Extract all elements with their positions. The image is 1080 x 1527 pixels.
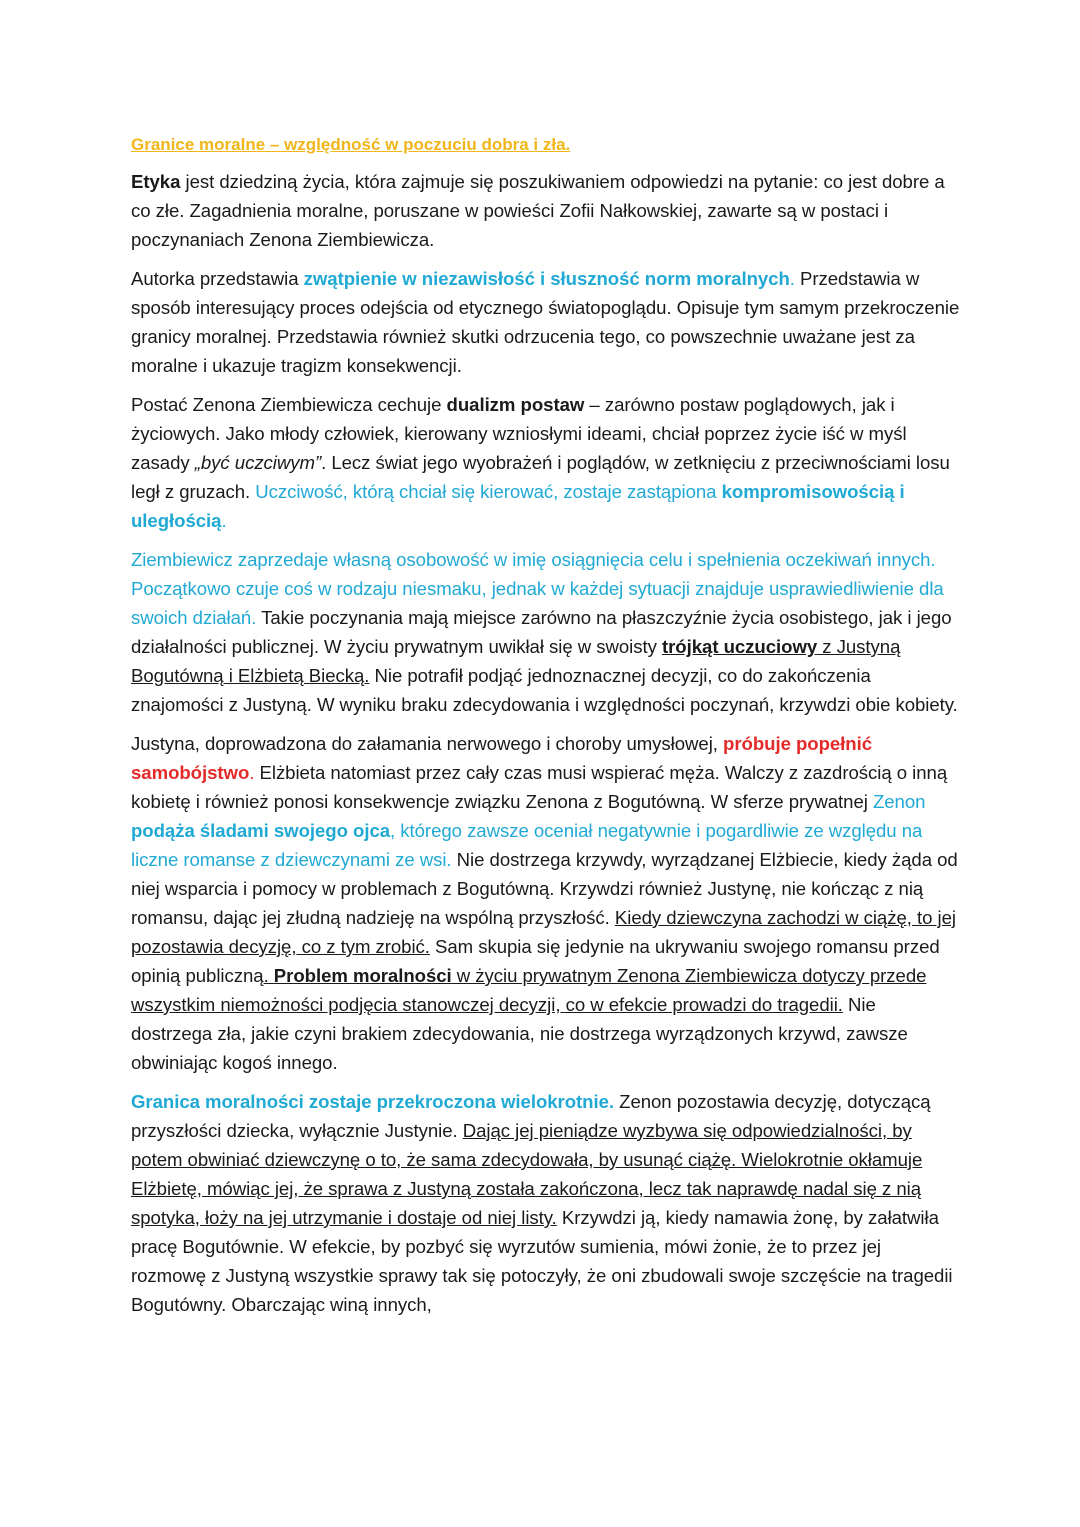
paragraph-ethics <box>131 167 960 254</box>
quote-honest: „być uczciwym” <box>194 452 322 473</box>
text-span: Nie dostrzega krzywdy, wyrządzanej Elżbiecie, kiedy żąda od niej wsparcia i pomocy w problemach z Bogutówną. Krzywdzi również Justynę, nie kończąc z nią romansu, dając jej złudną nadzieję na wspólną przyszłość. <box>131 849 958 928</box>
text-span: jest dziedziną życia, która zajmuje się poszukiwaniem odpowiedzi na pytanie: co jest dobre a co złe. Zagadnienia moralne, poruszane w powieści Zofii Nałkowskiej, zawarte są w postaci i poczynaniach Zenona Ziembiewicza. <box>131 171 945 250</box>
document-title: Granice moralne – względność w poczuciu dobra i zła. <box>131 135 571 154</box>
highlight-suicide: próbuje popełnić samobójstwo <box>131 733 873 783</box>
keyword-dualism: dualizm postaw <box>446 394 585 415</box>
text-span: Elżbieta natomiast przez cały czas musi wspierać męża. Walczy z zazdrością o inną kobietę i również ponosi konsekwencje związku Zenona z Bogutówną. W sferze prywatnej <box>131 762 948 812</box>
underlined-text: Dając jej pieniądze wyzbywa się odpowiedzialności, by potem obwiniać dziewczynę o to, że sama zdecydowała, by usunąć ciążę. Wielokrotnie okłamuje Elżbietę, mówiąc jej, że sprawa z Justyną została zakończona, lecz tak naprawdę nadal się z nią spotyka, łoży na jej utrzymanie i dostaje od niej listy. <box>131 1120 923 1228</box>
highlight-personality: Ziembiewicz zaprzedaje własną osobowość w imię osiągnięcia celu i spełnienia oczekiwań innych. Początkowo czuje coś w rodzaju niesmaku, jednak w każdej sytuacji znajduje usprawiedliwienie dla swoich działań. <box>131 549 944 628</box>
text-span: Zenon pozostawia decyzję, dotyczącą przyszłości dziecka, wyłącznie Justynie. <box>131 1091 931 1141</box>
paragraph-justyna <box>131 729 960 1077</box>
text-span: Takie poczynania mają miejsce zarówno na płaszczyźnie życia osobistego, jak i jego działalności publicznej. W życiu prywatnym uwikłał się w swoisty <box>131 607 952 657</box>
underlined-text: Kiedy dziewczyna zachodzi w ciążę, to jej pozostawia decyzję, co z tym zrobić. <box>131 907 956 957</box>
paragraph-triangle <box>131 545 960 719</box>
keyword-love-triangle: trójkąt uczuciowy <box>661 636 818 657</box>
text-span: – zarówno postaw poglądowych, jak i życiowych. Jako młody człowiek, kierowany wzniosłymi ideami, chciał poprzez życie iść w myśl zasady <box>131 394 907 473</box>
text-span: . <box>789 268 795 289</box>
text-span: Postać Zenona Ziembiewicza cechuje <box>131 394 447 415</box>
highlight-doubt: zwątpienie w niezawisłość i słuszność norm moralnych <box>303 268 790 289</box>
text-span: Krzywdzi ją, kiedy namawia żonę, by załatwiła pracę Bogutównie. W efekcie, by pozbyć się wyrzutów sumienia, mówi żonie, że to przez jej rozmowę z Justyną wszystkie sprawy tak się potoczyły, że oni zbudowali swoje szczęście na tragedii Bogutówny. Obarczając winą innych, <box>131 1207 953 1315</box>
highlight-father: podąża śladami swojego ojca <box>131 820 391 841</box>
highlight-boundary: Granica moralności zostaje przekroczona wielokrotnie. <box>131 1091 615 1112</box>
text-span: Autorka przedstawia <box>131 268 304 289</box>
underlined-text: . <box>263 965 274 986</box>
text-span: . <box>221 510 227 531</box>
text-span: Justyna, doprowadzona do załamania nerwowego i choroby umysłowej, <box>131 733 724 754</box>
keyword-etyka: Etyka <box>131 171 181 192</box>
text-span: Nie potrafił podjąć jednoznacznej decyzji, co do zakończenia znajomości z Justyną. W wyniku braku zdecydowania i względności poczynań, krzywdzi obie kobiety. <box>131 665 958 715</box>
keyword-moral-problem: Problem moralności <box>273 965 452 986</box>
highlight-honesty: Uczciwość, którą chciał się kierować, zostaje zastąpiona <box>255 481 722 502</box>
paragraph-dualism <box>131 390 960 535</box>
highlight-romances: , którego zawsze oceniał negatywnie i pogardliwie ze względu na liczne romanse z dziewczynami ze wsi. <box>131 820 923 870</box>
text-span: Przedstawia w sposób interesujący proces odejścia od etycznego światopoglądu. Opisuje tym samym przekroczenie granicy moralnej. Przedstawia również skutki odrzucenia tego, co powszechnie uważane jest za moralne i ukazuje tragizm konsekwencji. <box>131 268 960 376</box>
highlight-compromise: kompromisowością i uległością <box>131 481 905 531</box>
underlined-text: z Justyną Bogutówną i Elżbietą Biecką. <box>131 636 901 686</box>
text-span: Sam skupia się jedynie na ukrywaniu swojego romansu przed opinią publiczną <box>131 936 940 986</box>
text-span: . <box>249 762 255 783</box>
text-span: . Lecz świat jego wyobrażeń i poglądów, w zetknięciu z przeciwnościami losu legł z gruzach. <box>131 452 950 502</box>
paragraph-doubt <box>131 264 960 380</box>
paragraph-boundary <box>131 1087 960 1319</box>
text-span: Nie dostrzega zła, jakie czyni brakiem zdecydowania, nie dostrzega wyrządzonych krzywd, zawsze obwiniając kogoś innego. <box>131 994 908 1073</box>
highlight-zenon: Zenon <box>872 791 926 812</box>
underlined-text: w życiu prywatnym Zenona Ziembiewicza dotyczy przede wszystkim niemożności podjęcia stanowczej decyzji, co w efekcie prowadzi do tragedii. <box>131 965 927 1015</box>
